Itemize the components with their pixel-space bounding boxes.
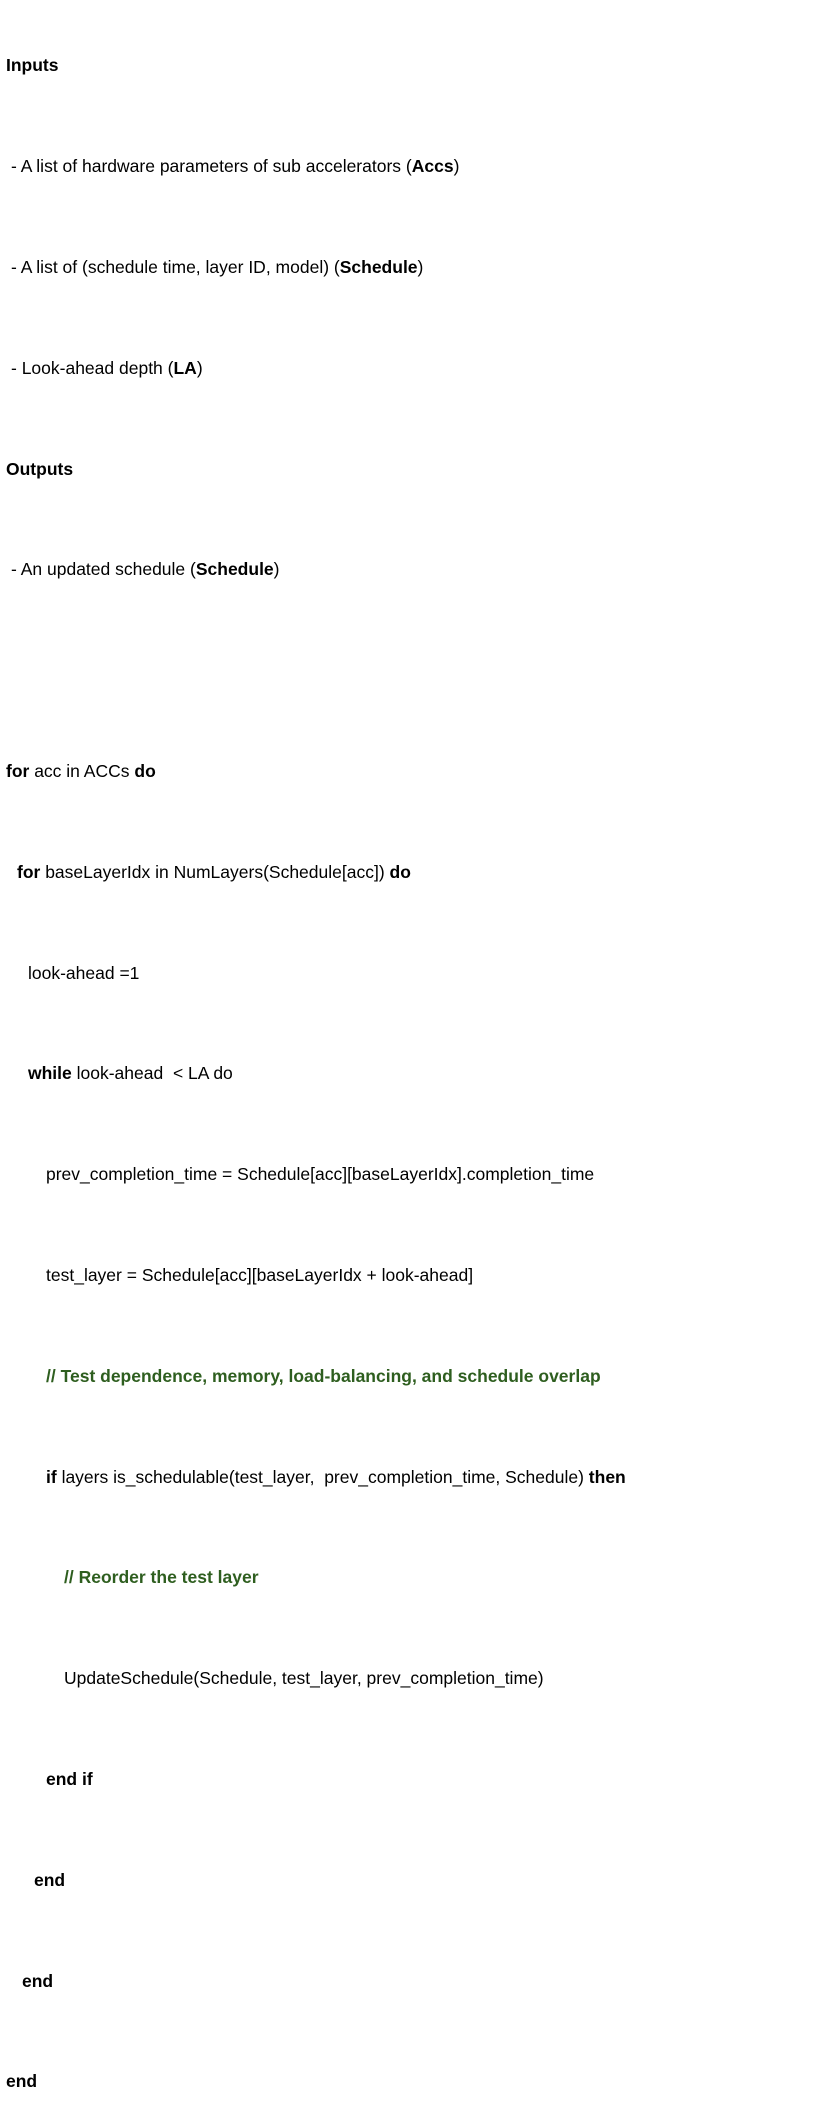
text-segment: ) [417,257,424,277]
text-segment: - A list of hardware parameters of sub accelerators ( [11,156,412,177]
line-input-schedule [6,255,626,280]
line-test-layer [6,1263,626,1288]
text-segment: - A list of (schedule time, layer ID, model) ( [11,257,340,277]
keyword-end: end [6,2071,38,2092]
line-for-acc [6,759,626,784]
blank-line [6,658,626,683]
keyword-for: for [6,760,30,781]
line-for-baselayer [6,860,626,885]
text-segment: ) [273,559,280,580]
text-segment: acc in ACCs [29,760,135,781]
line-comment-test [6,1364,626,1389]
text-segment: - An updated schedule ( [11,559,196,580]
text-segment: baseLayerIdx in NumLayers(Schedule[acc]) [40,861,390,882]
keyword-for: for [17,861,41,882]
text-segment: ) [196,357,203,378]
keyword-end-if: end if [46,1768,93,1789]
text-segment: test_layer = Schedule[acc][baseLayerIdx + look-ahead] [46,1264,474,1285]
keyword-la: LA [173,357,197,378]
line-input-la [6,356,626,381]
text-segment: prev_completion_time = Schedule[acc][baseLayerIdx].completion_time [46,1164,595,1185]
line-inputs-heading [6,53,626,78]
keyword-schedule: Schedule [339,257,418,277]
line-input-accs [6,154,626,179]
keyword-end: end [34,1869,66,1890]
line-output-schedule [6,557,626,582]
text-segment: - Look-ahead depth ( [11,357,174,378]
line-end-for-inner [6,1969,626,1994]
line-comment-reorder [6,1565,626,1590]
line-prev-completion [6,1162,626,1187]
text-segment: UpdateSchedule(Schedule, test_layer, prev_completion_time) [64,1668,544,1689]
comment-text: // Test dependence, memory, load-balancing, and schedule overlap [46,1365,601,1386]
text-segment: look-ahead =1 [28,962,140,983]
inputs-heading: Inputs [6,55,59,76]
line-end-for-outer [6,2069,626,2094]
keyword-schedule: Schedule [195,559,274,580]
keyword-then: then [588,1466,626,1487]
algorithm-document [6,3,626,2120]
text-segment: ) [453,156,460,177]
text-segment: look-ahead < LA do [71,1063,233,1084]
line-end-while [6,1868,626,1893]
line-if [6,1465,626,1490]
line-outputs-heading [6,457,626,482]
keyword-accs: Accs [411,156,454,177]
keyword-do: do [389,861,411,882]
line-lookahead-init [6,961,626,986]
text-segment: layers is_schedulable(test_layer, prev_completion_time, Schedule) [56,1466,589,1487]
keyword-do: do [134,760,156,781]
outputs-heading: Outputs [6,458,74,479]
line-end-if [6,1767,626,1792]
line-update-schedule [6,1666,626,1691]
keyword-end: end [22,1970,54,1991]
line-while [6,1061,626,1086]
keyword-if: if [46,1466,57,1487]
keyword-while: while [28,1063,72,1084]
comment-text: // Reorder the test layer [64,1567,259,1588]
